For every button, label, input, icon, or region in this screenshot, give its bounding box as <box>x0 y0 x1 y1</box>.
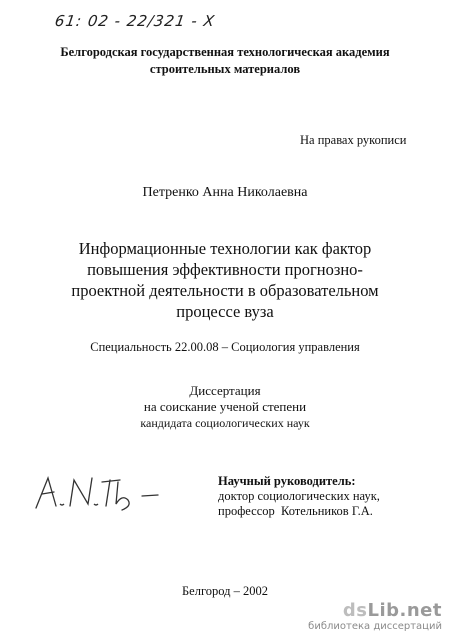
rights-note: На правах рукописи <box>300 133 407 147</box>
dissertation-title <box>20 238 430 322</box>
title-line-3: проектной деятельности в образовательном <box>71 281 379 300</box>
city-year: Белгород – 2002 <box>181 584 269 598</box>
watermark-subtitle: библиотека диссертаций <box>308 621 442 632</box>
title-line-2: повышения эффективности прогнозно- <box>87 260 363 279</box>
supervisor-degree: доктор социологических наук, <box>218 489 380 503</box>
watermark-brand: dsLib.net <box>342 600 442 621</box>
institution-line-1: Белгородская государственная технологическая академия <box>60 45 390 59</box>
degree-line-1: Диссертация <box>189 383 261 398</box>
specialty-line: Специальность 22.00.08 – Социология управления <box>90 340 360 354</box>
degree-line-2: на соискание ученой степени <box>143 399 307 414</box>
institution-line-2: строительных материалов <box>149 62 301 76</box>
dslib-watermark <box>308 600 442 632</box>
degree-line-3: кандидата социологических наук <box>140 416 310 430</box>
supervisor-name: профессор Котельников Г.А. <box>218 504 373 518</box>
author-name: Петренко Анна Николаевна <box>142 185 308 200</box>
signature-icon <box>30 470 160 515</box>
supervisor-heading: Научный руководитель: <box>218 474 356 488</box>
dissertation-degree-block <box>0 383 450 431</box>
institution-name <box>0 44 450 78</box>
title-line-1: Информационные технологии как фактор <box>78 239 372 258</box>
handwritten-catalog-number: 61: 02 - 22/321 - X <box>53 12 217 30</box>
title-line-4: процессе вуза <box>176 302 274 321</box>
supervisor-block <box>218 474 380 519</box>
